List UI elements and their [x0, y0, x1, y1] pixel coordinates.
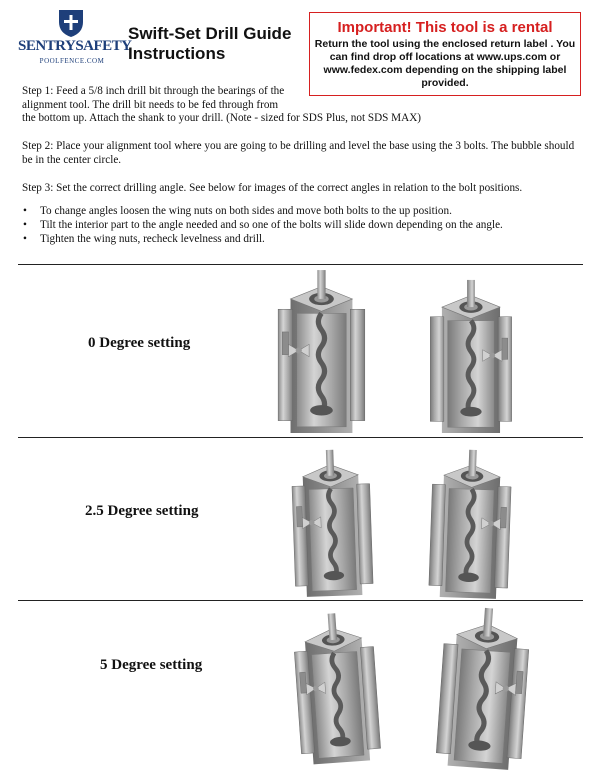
- section-divider: [18, 264, 583, 265]
- step-2-text: Step 2: Place your alignment tool where you are going to be drilling and level the base using the 3 bolts. The bubble should be in the center circle.: [22, 140, 575, 166]
- rental-notice-box: [309, 12, 581, 96]
- rental-notice-body: Return the tool using the enclosed return label . You can find drop off locations at www.ups.com or www.fedex.com depending on the shipping label provided.: [314, 38, 576, 89]
- tool-photo-5-degree-right: [425, 606, 540, 768]
- bullet-item: • Tilt the interior part to the angle needed and so one of the bolts will slide down depending on the angle.: [22, 218, 582, 232]
- tool-photo-2-5-degree-left: [283, 448, 383, 596]
- section-divider: [18, 600, 583, 601]
- page-title: [128, 24, 308, 64]
- setting-label-0-degree: 0 Degree setting: [88, 335, 191, 351]
- step-1-text: Step 1: Feed a 5/8 inch drill bit through the bearings of the alignment tool. The drill bit needs to be fed through from: [22, 85, 285, 111]
- rental-notice-heading: Important! This tool is a rental: [337, 19, 553, 36]
- bullet-item: • To change angles loosen the wing nuts on both sides and move both bolts to the up position.: [22, 204, 582, 218]
- tool-photo-0-degree-left: [270, 268, 375, 433]
- instruction-bullets: [22, 204, 582, 246]
- step-3-text: Step 3: Set the correct drilling angle. See below for images of the correct angles in relation to the bolt positions.: [22, 182, 523, 194]
- section-divider: [18, 437, 583, 438]
- tool-photo-5-degree-left: [295, 606, 380, 768]
- setting-label-5-degree: 5 Degree setting: [100, 657, 203, 673]
- logo-subtext: POOLFENCE.COM: [39, 57, 105, 65]
- shield-cross-icon: [58, 8, 84, 38]
- logo-brand-text: SENTRYSAFETY: [18, 38, 132, 54]
- title-line-1: Swift-Set Drill Guide: [128, 24, 292, 43]
- bullet-item: • Tighten the wing nuts, recheck levelness and drill.: [22, 232, 582, 246]
- tool-photo-0-degree-right: [420, 278, 520, 433]
- setting-label-2-5-degree: 2.5 Degree setting: [85, 503, 199, 519]
- tool-photo-2-5-degree-right: [412, 448, 527, 598]
- title-line-2: Instructions: [128, 44, 226, 63]
- step-1-continued: the bottom up. Attach the shank to your drill. (Note - sized for SDS Plus, not SDS MAX): [22, 112, 421, 124]
- company-logo: [18, 8, 132, 70]
